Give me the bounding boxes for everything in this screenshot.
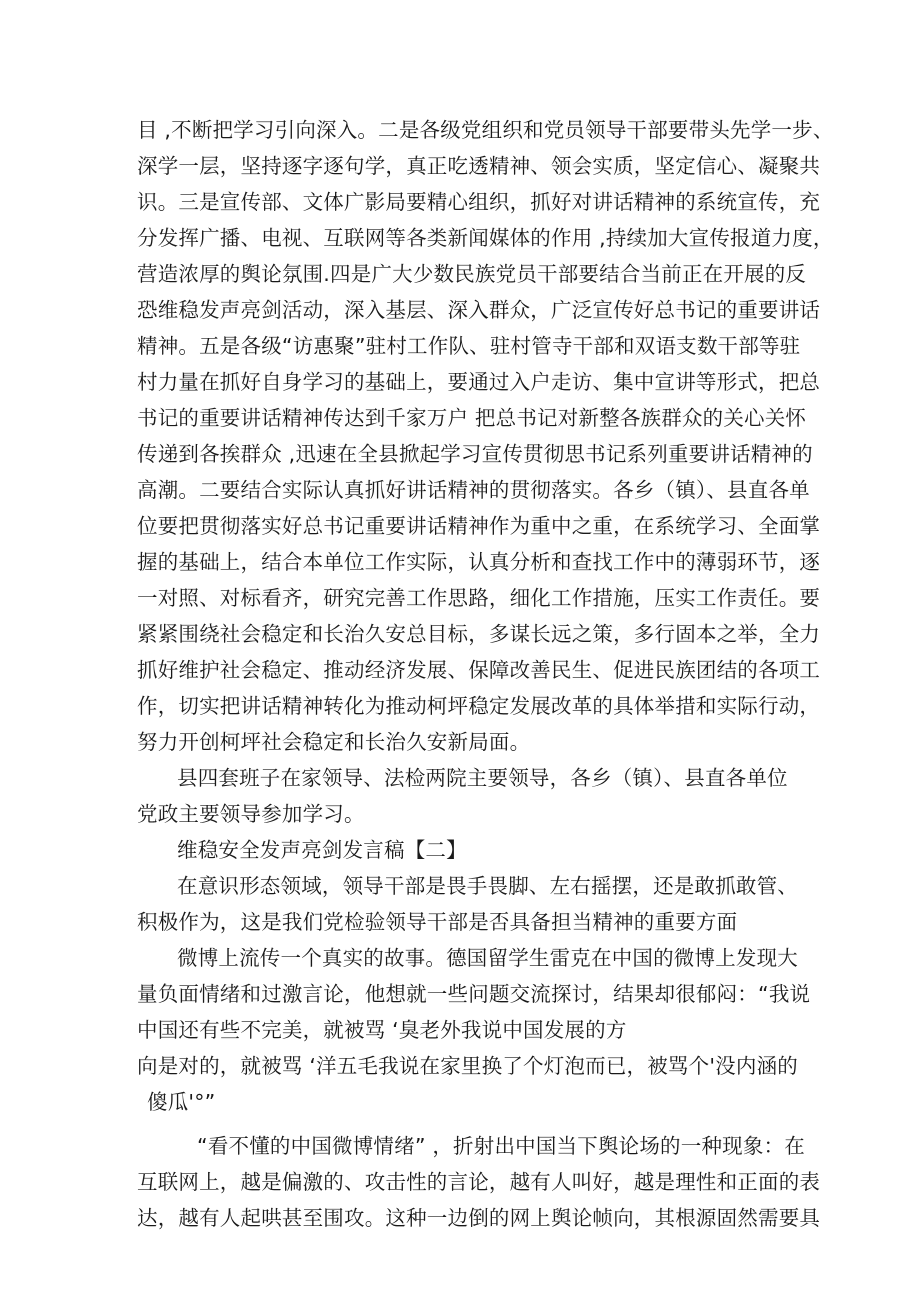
text-line-24: 微博上流传一个真实的故事。德国留学生雷克在中国的微博上发现大	[177, 946, 798, 970]
text-line-17: 作，切实把讲话精神转化为推动柯坪稳定发展改革的具体举措和实际行动，	[137, 694, 821, 718]
text-line-25: 量负面情绪和过激言论，他想就一些问题交流探讨，结果却很郁闷：“我说	[137, 982, 811, 1006]
text-line-19: 县四套班子在家领导、法检两院主要领导，各乡（镇）、县直各单位	[177, 766, 788, 790]
text-line-3: 识。三是宣传部、文体广影局要精心组织，抓好对讲话精神的系统宣传，充	[137, 190, 821, 214]
text-line-6: 恐维稳发声亮剑活动，深入基层、深入群众，广泛宣传好总书记的重要讲话	[137, 298, 821, 322]
text-line-11: 高潮。二要结合实际认真抓好讲话精神的贯彻落实。各乡（镇）、县直各单	[137, 478, 810, 502]
text-line-1: 目 ,不断把学习引向深入。二是各级党组织和党员领导干部要带头先学一步、	[137, 118, 834, 142]
text-line-27: 向是对的，就被骂 ‘洋五毛我说在家里换了个灯泡而已，被骂个'没内涵的	[137, 1054, 798, 1078]
text-line-13: 握的基础上，结合本单位工作实际，认真分析和查找工作中的薄弱环节，逐	[137, 550, 821, 574]
text-line-28: 傻瓜'°”	[147, 1090, 216, 1114]
text-line-31: 达，越有人起哄甚至围攻。这种一边倒的网上舆论帧向，其根源固然需要具	[137, 1206, 821, 1230]
text-line-26: 中国还有些不完美，就被骂 ‘臭老外我说中国发展的方	[137, 1018, 627, 1042]
text-line-14: 一对照、对标看齐，研究完善工作思路，细化工作措施，压实工作责任。要	[137, 586, 821, 610]
text-line-23: 积极作为，这是我们党检验领导干部是否具备担当精神的重要方面	[137, 910, 738, 934]
text-line-20: 党政主要领导参加学习。	[137, 802, 365, 826]
section-heading: 维稳安全发声亮剑发言稿【二】	[177, 838, 467, 862]
text-line-16: 抓好维护社会稳定、推动经济发展、保障改善民生、促进民族团结的各项工	[137, 658, 821, 682]
text-line-2: 深学一层，坚持逐字逐句学，真正吃透精神、领会实质，坚定信心、凝聚共	[137, 154, 821, 178]
text-line-29: “看不懂的中国微博情绪” ，折射出中国当下舆论场的一种现象：在	[197, 1134, 805, 1158]
text-line-18: 努力开创柯坪社会稳定和长治久安新局面。	[137, 730, 531, 754]
text-line-4: 分发挥广播、电视、互联网等各类新闻媒体的作用 ,持续加大宣传报道力度，	[137, 226, 834, 250]
text-line-12: 位要把贯彻落实好总书记重要讲话精神作为重中之重，在系统学习、全面掌	[137, 514, 821, 538]
text-line-10: 传递到各挨群众 ,迅速在全县掀起学习宣传贯彻思书记系列重要讲话精神的	[137, 442, 813, 466]
text-line-30: 互联网上，越是偏激的、攻击性的言论，越有人叫好，越是理性和正面的表	[137, 1170, 821, 1194]
text-line-22: 在意识形态领域，领导干部是畏手畏脚、左右摇摆，还是敢抓敢管、	[177, 874, 798, 898]
text-line-5: 营造浓厚的舆论氛围.四是广大少数民族党员干部要结合当前正在开展的反	[137, 262, 807, 286]
text-line-7: 精神。五是各级“访惠聚”驻村工作队、驻村管寺干部和双语支数干部等驻	[137, 334, 801, 358]
text-line-15: 紧紧围绕社会稳定和长治久安总目标，多谋长远之策，多行固本之举，全力	[137, 622, 821, 646]
text-line-8: 村力量在抓好自身学习的基础上，要通过入户走访、集中宣讲等形式，把总	[137, 370, 821, 394]
text-line-9: 书记的重要讲话精神传达到千家万户 把总书记对新整各族群众的关心关怀	[137, 406, 807, 430]
